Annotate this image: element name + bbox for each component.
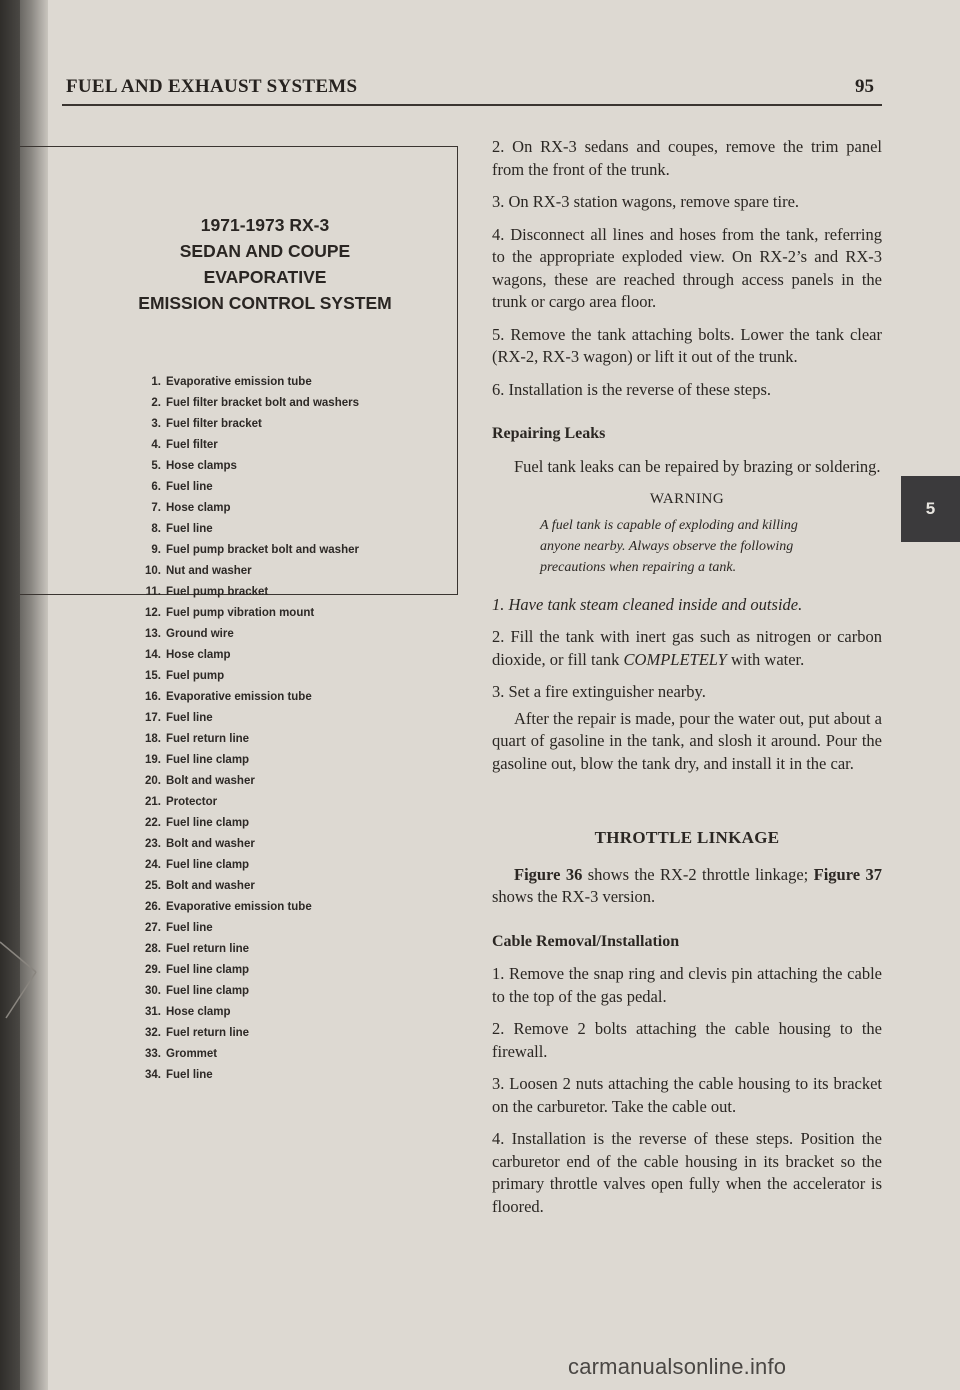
legend-text: Grommet [166, 1048, 218, 1060]
legend-number: 1. [151, 376, 161, 388]
figure-title-line: EVAPORATIVE [203, 267, 327, 287]
throttle-intro [492, 864, 882, 909]
legend-number: 13. [145, 628, 161, 640]
legend-text: Evaporative emission tube [166, 901, 312, 913]
legend-text: Fuel line clamp [166, 817, 250, 829]
legend-number: 25. [145, 880, 161, 892]
legend-text: Fuel pump bracket [166, 586, 269, 598]
legend-item [138, 396, 378, 410]
legend-item [138, 732, 378, 746]
legend-item [138, 816, 378, 830]
legend-text: Hose clamp [166, 649, 231, 661]
legend-text: Fuel filter [166, 439, 218, 451]
legend-item [138, 669, 378, 683]
legend-number: 24. [145, 859, 161, 871]
legend-number: 22. [145, 817, 161, 829]
legend-number: 4. [151, 439, 161, 451]
figure-legend-list [138, 375, 378, 1089]
legend-number: 14. [145, 649, 161, 661]
legend-item [138, 606, 378, 620]
legend-number: 18. [145, 733, 161, 745]
legend-number: 21. [145, 796, 161, 808]
legend-item [138, 648, 378, 662]
legend-text: Fuel line [166, 523, 213, 535]
margin-fold-lines [0, 940, 40, 1030]
legend-item [138, 1026, 378, 1040]
legend-text: Bolt and washer [166, 838, 255, 850]
legend-text: Hose clamp [166, 502, 231, 514]
legend-item [138, 438, 378, 452]
repair-step-2-text: 2. Fill the tank with inert gas such as nitrogen or carbon dioxide, or fill tank [492, 627, 882, 669]
legend-text: Fuel pump bracket bolt and washer [166, 544, 359, 556]
legend-item [138, 375, 378, 389]
legend-text: Hose clamps [166, 460, 237, 472]
legend-number: 28. [145, 943, 161, 955]
legend-number: 30. [145, 985, 161, 997]
cable-step: 2. Remove 2 bolts attaching the cable housing to the firewall. [492, 1019, 882, 1061]
legend-item [138, 837, 378, 851]
legend-text: Bolt and washer [166, 880, 255, 892]
fold-line [6, 972, 36, 1018]
warning-heading: WARNING [649, 491, 725, 507]
legend-item [138, 1047, 378, 1061]
legend-text: Fuel line clamp [166, 964, 250, 976]
legend-number: 20. [145, 775, 161, 787]
cable-step: 3. Loosen 2 nuts attaching the cable housing to its bracket on the carburetor. Take the cable out. [492, 1074, 882, 1116]
repair-after-paragraph: After the repair is made, pour the water out, put about a quart of gasoline in the tank, and slosh it around. Pour the gasoline out, blow the tank dry, and install it in the car. [492, 708, 882, 773]
repairing-intro: Fuel tank leaks can be repaired by brazing or soldering. [514, 456, 881, 476]
legend-number: 33. [145, 1048, 161, 1060]
legend-item [138, 942, 378, 956]
legend-item [138, 501, 378, 515]
legend-text: Fuel filter bracket bolt and washers [166, 397, 359, 409]
legend-text: Fuel return line [166, 733, 250, 745]
legend-number: 32. [145, 1027, 161, 1039]
legend-number: 15. [145, 670, 161, 682]
legend-number: 29. [145, 964, 161, 976]
legend-number: 12. [145, 607, 161, 619]
step-paragraph: 6. Installation is the reverse of these steps. [492, 379, 772, 399]
step-paragraph: 5. Remove the tank attaching bolts. Lower the tank clear (RX-2, RX-3 wagon) or lift it out of the trunk. [492, 324, 882, 366]
legend-text: Fuel line [166, 481, 213, 493]
legend-text: Fuel return line [166, 1027, 250, 1039]
body-column [492, 136, 882, 1228]
repair-step-1 [492, 594, 882, 617]
legend-text: Fuel line [166, 922, 213, 934]
legend-item [138, 858, 378, 872]
site-watermark: carmanualsonline.info [568, 1354, 787, 1379]
repair-step-2 [492, 626, 882, 671]
legend-number: 16. [145, 691, 161, 703]
figure-title [110, 212, 420, 316]
figure-36-text: shows the RX-2 throttle linkage; [582, 864, 814, 884]
cable-step: 1. Remove the snap ring and clevis pin attaching the cable to the top of the gas pedal. [492, 964, 882, 1006]
legend-item [138, 543, 378, 557]
legend-text: Protector [166, 796, 218, 808]
legend-item [138, 522, 378, 536]
legend-text: Bolt and washer [166, 775, 255, 787]
legend-number: 9. [151, 544, 161, 556]
repair-step-3: 3. Set a fire extinguisher nearby. [492, 682, 706, 701]
step-paragraph: 3. On RX-3 station wagons, remove spare tire. [492, 192, 800, 211]
legend-number: 17. [145, 712, 161, 724]
legend-text: Fuel line [166, 712, 213, 724]
figure-title-line: EMISSION CONTROL SYSTEM [138, 293, 392, 313]
legend-number: 19. [145, 754, 161, 766]
legend-text: Nut and washer [166, 565, 252, 577]
legend-text: Fuel line clamp [166, 859, 250, 871]
legend-text: Fuel pump vibration mount [166, 607, 315, 619]
legend-number: 7. [151, 502, 161, 514]
legend-item [138, 795, 378, 809]
figure-36-reference: Figure 36 [514, 864, 583, 884]
legend-item [138, 753, 378, 767]
legend-number: 6. [151, 481, 161, 493]
legend-item [138, 879, 378, 893]
legend-item [138, 627, 378, 641]
fold-line [0, 942, 36, 972]
legend-text: Fuel line clamp [166, 754, 250, 766]
legend-text: Fuel filter bracket [166, 418, 262, 430]
subheading-repairing-leaks: Repairing Leaks [492, 425, 606, 442]
legend-item [138, 963, 378, 977]
legend-text: Ground wire [166, 628, 234, 640]
legend-item [138, 900, 378, 914]
step-paragraph: 4. Disconnect all lines and hoses from the tank, referring to the appropriate exploded view. On RX-2’s and RX-3 wagons, these are reached through access panels in the trunk or cargo area floor. [492, 224, 882, 311]
section-heading-throttle-linkage: THROTTLE LINKAGE [594, 828, 780, 847]
legend-item [138, 564, 378, 578]
legend-item [138, 690, 378, 704]
legend-number: 3. [151, 418, 161, 430]
legend-item [138, 1068, 378, 1082]
chapter-tab-label: 5 [925, 499, 936, 518]
step-paragraph: 2. On RX-3 sedans and coupes, remove the trim panel from the front of the trunk. [492, 137, 882, 179]
legend-number: 5. [151, 460, 161, 472]
repair-step-2-emphasis: COMPLETELY [623, 649, 727, 669]
legend-item [138, 1005, 378, 1019]
chapter-tab [901, 476, 960, 542]
legend-item [138, 417, 378, 431]
legend-item [138, 480, 378, 494]
legend-number: 8. [151, 523, 161, 535]
warning-text: A fuel tank is capable of exploding and killing anyone nearby. Always observe the following precautions when repairing a tank. [540, 517, 798, 575]
legend-text: Fuel line clamp [166, 985, 250, 997]
running-header-title: FUEL AND EXHAUST SYSTEMS [66, 76, 358, 97]
figure-title-line: 1971-1973 RX-3 [200, 215, 330, 235]
legend-number: 2. [151, 397, 161, 409]
legend-number: 11. [145, 586, 161, 598]
repair-step-2-tail: with water. [726, 649, 805, 669]
legend-item [138, 585, 378, 599]
figure-box-top-border [20, 146, 458, 147]
legend-number: 26. [145, 901, 161, 913]
legend-item [138, 774, 378, 788]
figure-37-reference: Figure 37 [813, 864, 882, 884]
figure-box-right-border [457, 146, 458, 594]
legend-text: Evaporative emission tube [166, 376, 312, 388]
legend-number: 34. [145, 1069, 161, 1081]
figure-37-text: shows the RX-3 version. [492, 887, 656, 906]
repair-step-1-text: 1. Have tank steam cleaned inside and outside. [492, 594, 803, 614]
cable-step: 4. Installation is the reverse of these steps. Position the carburetor end of the cable housing in its bracket so the primary throttle valves open fully when the accelerator is floored. [492, 1129, 882, 1216]
legend-item [138, 921, 378, 935]
legend-number: 27. [145, 922, 161, 934]
legend-item [138, 459, 378, 473]
legend-number: 31. [145, 1006, 161, 1018]
legend-text: Fuel return line [166, 943, 250, 955]
legend-text: Fuel pump [166, 670, 225, 682]
subheading-cable-removal: Cable Removal/Installation [492, 932, 680, 950]
binding-edge [0, 0, 20, 1390]
figure-title-line: SEDAN AND COUPE [179, 241, 351, 261]
legend-text: Fuel line [166, 1069, 213, 1081]
legend-number: 23. [145, 838, 161, 850]
legend-text: Hose clamp [166, 1006, 231, 1018]
header-rule [62, 104, 882, 106]
legend-text: Evaporative emission tube [166, 691, 312, 703]
page-number: 95 [855, 76, 874, 97]
legend-item [138, 984, 378, 998]
legend-number: 10. [145, 565, 161, 577]
legend-item [138, 711, 378, 725]
